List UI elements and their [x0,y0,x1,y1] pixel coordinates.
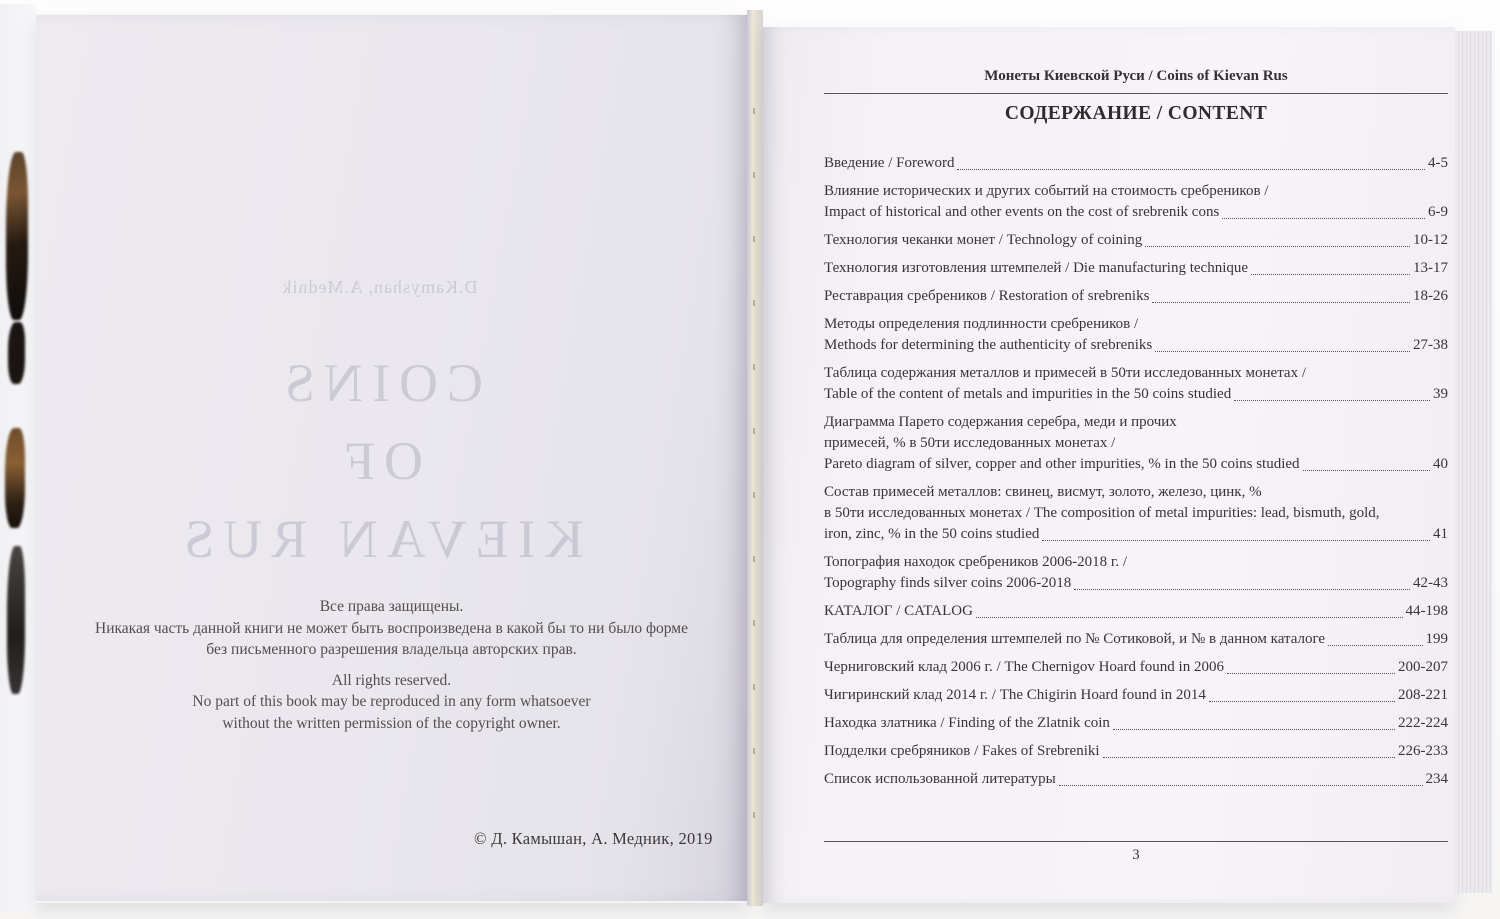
toc-entry-title: Topography finds silver coins 2006-2018 [824,575,1072,591]
rights-line: без письменного разрешения владельца авторских прав. [206,641,577,658]
ghost-author-line: D.Kamyshan, A.Mednik [281,277,478,297]
footer-rule [824,841,1448,842]
toc-entry-title: КАТАЛОГ / CATALOG [824,603,973,619]
rights-line: without the written permission of the copyright owner. [222,714,561,732]
toc-entry-title: Реставрация сребреников / Restoration of srebreniks [824,288,1150,304]
toc-page-range: 6-9 [1428,204,1448,220]
toc-entry-title: Подделки сребряников / Fakes of Srebreniki [824,743,1100,759]
toc-entry-title: Введение / Foreword [824,155,955,171]
toc-entry-title: Список использованной литературы [824,771,1056,787]
toc-entry [824,230,1448,251]
toc-entry [824,153,1448,174]
toc-leader-dots [1042,540,1430,541]
toc-entry-last-line [824,202,1448,223]
ghost-title-line: OF [335,431,424,491]
toc-leader-dots [1103,757,1395,758]
copyright-notice [36,596,747,734]
toc-entry-title: Чигиринский клад 2014 г. / The Chigirin Hoard found in 2014 [824,687,1206,703]
toc-page-range: 13-17 [1413,260,1448,276]
toc-entry-line: Методы определения подлинности сребреников / [824,316,1139,332]
right-page [763,26,1455,903]
left-page [36,14,747,903]
toc-entry-last-line [824,384,1448,405]
toc-entry [824,286,1448,307]
toc-entry-last-line [824,454,1448,475]
page-footer [824,841,1448,864]
toc-page-range: 208-221 [1398,687,1448,703]
toc-entry-last-line [824,741,1448,762]
toc-entry-title: Таблица для определения штемпелей по № Сотиковой, и № в данном каталоге [824,631,1326,647]
toc-entry [824,181,1448,223]
fore-edge-pages [1455,30,1495,893]
rights-line: All rights reserved. [331,671,452,689]
toc-page-range: 10-12 [1413,232,1448,248]
toc-entry-line: в 50ти исследованных монетах / The composition of metal impurities: lead, bismuth, gold, [824,505,1380,521]
toc-entry [824,601,1448,622]
binding-gutter [747,10,763,906]
toc-entry [824,769,1448,790]
rights-line: No part of this book may be reproduced in any form whatsoever [192,693,591,710]
toc-list [824,153,1448,790]
toc-entry-last-line [824,524,1448,545]
toc-entry [824,258,1448,279]
toc-leader-dots [1059,785,1423,786]
header-rule [824,93,1448,94]
toc-page-range: 18-26 [1413,288,1448,304]
toc-leader-dots [1155,351,1410,352]
ghost-title-line: KIEVAN RUS [175,509,584,569]
toc-entry [824,741,1448,762]
toc-page-range: 222-224 [1398,715,1448,731]
toc-entry-title: Pareto diagram of silver, copper and other impurities, % in the 50 coins studied [824,456,1300,472]
toc-leader-dots [1328,645,1422,646]
toc-leader-dots [1222,218,1425,219]
toc-entry-line: примесей, % в 50ти исследованных монетах / [824,435,1116,451]
toc-entry-last-line [824,601,1448,622]
toc-page-range: 199 [1425,631,1448,647]
running-head: Монеты Киевской Руси / Coins of Kievan Rus [984,68,1288,84]
rights-line: Все права защищены. [319,598,464,615]
copyright-credit: © Д. Камышан, А. Медник, 2019 [474,829,713,848]
toc-leader-dots [1113,729,1395,730]
toc-leader-dots [1209,701,1395,702]
copyright-notice-english [36,670,747,735]
toc-entry-line: Диаграмма Парето содержания серебра, меди и прочих [824,414,1177,430]
copyright-notice-russian [36,596,747,661]
toc-entry [824,713,1448,734]
toc-page-range: 200-207 [1398,659,1448,675]
toc-entry-last-line [824,573,1448,594]
toc-entry [824,629,1448,650]
toc-entry-line: Таблица содержания металлов и примесей в 50ти исследованных монетах / [824,365,1307,381]
toc-page-range: 27-38 [1413,337,1448,353]
cover-art-fragment [5,428,25,528]
toc-entry [824,657,1448,678]
cover-art-fragment [6,152,28,320]
toc-entry-last-line [824,629,1448,650]
toc-leader-dots [1145,246,1410,247]
toc-leader-dots [1234,400,1430,401]
toc-leader-dots [957,169,1425,170]
toc-entry-line: Топография находок сребреников 2006-2018 г. / [824,554,1128,570]
toc-page-range: 41 [1433,526,1448,542]
show-through-title [36,277,723,578]
toc-entry-last-line [824,286,1448,307]
toc-page-range: 42-43 [1413,575,1448,591]
toc-leader-dots [1152,302,1410,303]
toc-entry-last-line [824,230,1448,251]
toc-entry-last-line [824,685,1448,706]
toc-leader-dots [1074,589,1410,590]
toc-entry-last-line [824,258,1448,279]
rights-line: Никакая часть данной книги не может быть воспроизведена в какой бы то ни было форме [95,619,688,637]
toc-entry-last-line [824,657,1448,678]
cover-art-fragment [8,322,25,384]
toc-entry-title: Table of the content of metals and impurities in the 50 coins studied [824,386,1232,402]
toc-entry [824,412,1448,475]
page-number: 3 [1132,847,1140,863]
toc-title: СОДЕРЖАНИЕ / CONTENT [1004,103,1268,124]
toc-entry [824,552,1448,594]
front-cover-edge [0,4,36,912]
cover-art-fragment [7,546,25,694]
toc-page-range: 39 [1433,386,1448,402]
toc-leader-dots [1227,673,1395,674]
toc-entry-title: Технология чеканки монет / Technology of coining [824,232,1143,248]
toc-entry-title: iron, zinc, % in the 50 coins studied [824,526,1040,542]
toc-page-range: 226-233 [1398,743,1448,759]
toc-entry-last-line [824,153,1448,174]
toc-entry-last-line [824,713,1448,734]
toc-entry [824,482,1448,545]
toc-page-range: 4-5 [1428,155,1448,171]
toc-entry-last-line [824,769,1448,790]
toc-entry [824,685,1448,706]
toc-leader-dots [976,617,1403,618]
toc-entry-line: Состав примесей металлов: свинец, висмут, золото, железо, цинк, % [824,484,1262,500]
toc-leader-dots [1251,274,1410,275]
toc-leader-dots [1303,470,1430,471]
toc-entry-title: Находка златника / Finding of the Zlatnik coin [824,715,1110,731]
toc-page-range: 44-198 [1405,603,1448,619]
toc-entry-title: Impact of historical and other events on the cost of srebrenik cons [824,204,1220,220]
ghost-title-line: COINS [275,353,484,413]
toc-entry-line: Влияние исторических и других событий на стоимость сребреников / [824,183,1269,199]
toc-page-range: 234 [1425,771,1448,787]
toc-entry-last-line [824,335,1448,356]
toc-entry-title: Methods for determining the authenticity of srebreniks [824,337,1153,353]
toc-entry [824,314,1448,356]
toc-entry-title: Технология изготовления штемпелей / Die manufacturing technique [824,260,1249,276]
toc-entry [824,363,1448,405]
toc-entry-title: Черниговский клад 2006 г. / The Chernigov Hoard found in 2006 [824,659,1224,675]
toc-page-range: 40 [1433,456,1448,472]
